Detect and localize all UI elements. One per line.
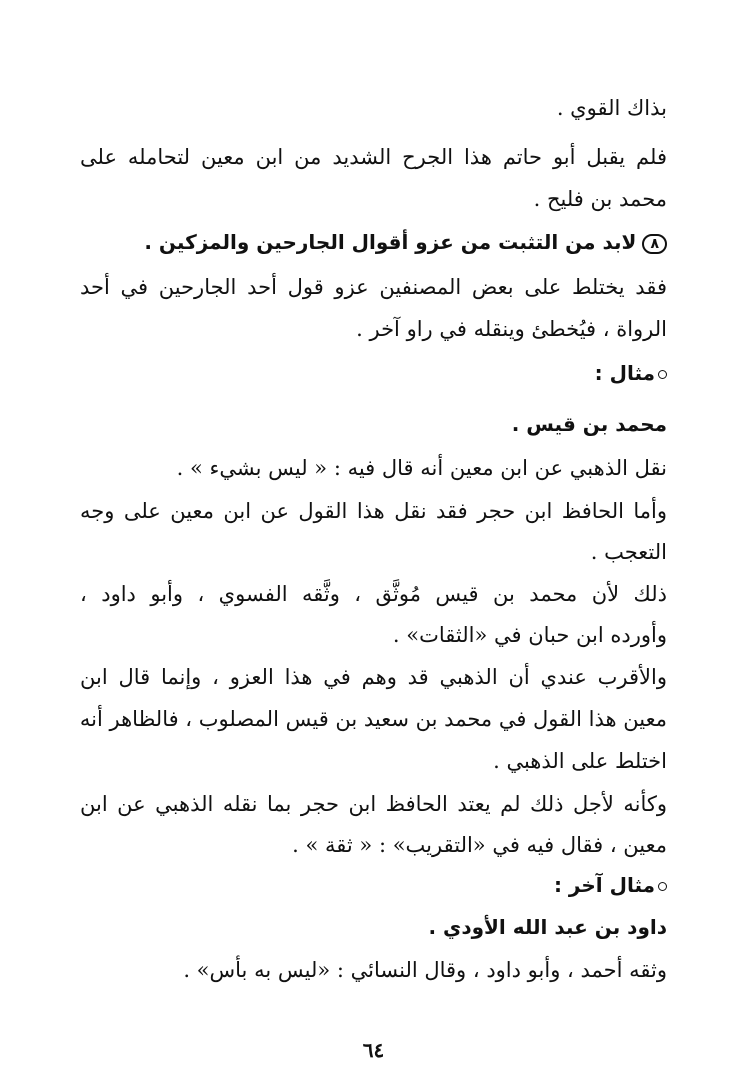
text-line: فلم يقبل أبو حاتم هذا الجرح الشديد من ابن معين لتحامله على — [80, 145, 667, 169]
example-heading-text: مثال آخر : — [553, 873, 655, 897]
circle-bullet-icon — [658, 370, 667, 379]
text-line: محمد بن فليح . — [533, 187, 667, 211]
section-heading — [80, 227, 667, 257]
circle-bullet-icon — [658, 882, 667, 891]
text-line: بذاك القوي . — [556, 96, 667, 120]
text-line: معين ، فقال فيه في «التقريب» : « ثقة » . — [292, 833, 667, 857]
text-line: وأما الحافظ ابن حجر فقد نقل هذا القول عن ابن معين على وجه — [80, 499, 667, 523]
text-line: والأقرب عندي أن الذهبي قد وهم في هذا العزو ، وإنما قال ابن — [80, 665, 667, 689]
example-heading — [80, 358, 667, 388]
text-line: التعجب . — [590, 540, 667, 564]
text-line: ذلك لأن محمد بن قيس مُوثَّق ، وثَّقه الفسوي ، وأبو داود ، — [80, 582, 667, 606]
section-number-badge: ٨ — [642, 234, 667, 254]
text-line: وأورده ابن حبان في «الثقات» . — [392, 623, 667, 647]
text-line: وثقه أحمد ، وأبو داود ، وقال النسائي : «ليس به بأس» . — [183, 958, 667, 982]
section-heading-text: لابد من التثبت من عزو أقوال الجارحين والمزكين . — [144, 230, 637, 254]
example-heading — [80, 870, 667, 900]
example-heading-text: مثال : — [594, 361, 655, 385]
text-line: فقد يختلط على بعض المصنفين عزو قول أحد الجارحين في أحد — [80, 275, 667, 299]
text-line: وكأنه لأجل ذلك لم يعتد الحافظ ابن حجر بما نقله الذهبي عن ابن — [80, 792, 667, 816]
narrator-name-heading: محمد بن قيس . — [511, 412, 667, 436]
text-line: معين هذا القول في محمد بن سعيد بن قيس المصلوب ، فالظاهر أنه — [79, 707, 667, 731]
narrator-name-heading: داود بن عبد الله الأودي . — [428, 915, 667, 939]
page-number: ٦٤ — [362, 1038, 385, 1062]
text-line: نقل الذهبي عن ابن معين أنه قال فيه : « ليس بشيء » . — [176, 456, 667, 480]
text-line: اختلط على الذهبي . — [493, 749, 667, 773]
text-line: الرواة ، فيُخطئ وينقله في راو آخر . — [356, 317, 667, 341]
